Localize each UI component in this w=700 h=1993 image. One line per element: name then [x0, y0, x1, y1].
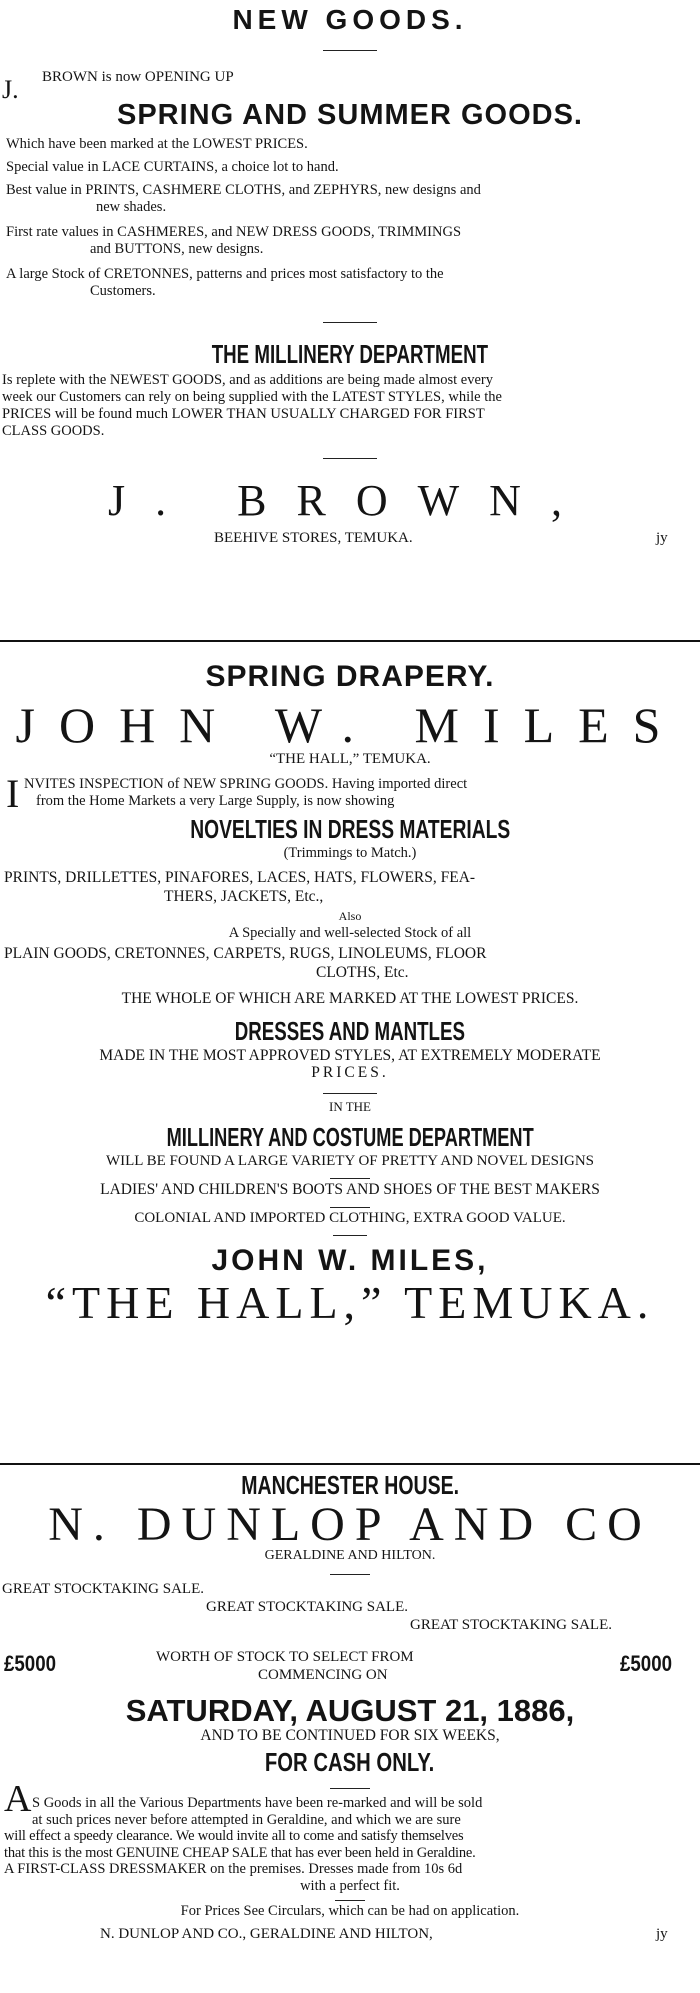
- dunlop-advertisement: [0, 1470, 700, 1946]
- body-line: S Goods in all the Various Departments have been re-marked and will be sold: [32, 1795, 483, 1811]
- in-the-line: IN THE: [328, 1099, 371, 1114]
- brown-signature: J. BROWN,: [108, 476, 592, 525]
- dresses-line: PRICES.: [311, 1064, 389, 1081]
- section-rule: [0, 640, 700, 642]
- circulars-line: For Prices See Circulars, which can be had on application.: [180, 1903, 520, 1919]
- sale-date: SATURDAY, AUGUST 21, 1886,: [125, 1693, 575, 1728]
- goods-line: Special value in LACE CURTAINS, a choice lot to hand.: [6, 159, 339, 175]
- millinery-line: PRICES will be found much LOWER THAN USUALLY CHARGED FOR FIRST: [2, 406, 485, 422]
- miles-signature-place: “THE HALL,” TEMUKA.: [45, 1277, 655, 1328]
- body-line: will effect a speedy clearance. We would invite all to come and satisfy themselves: [4, 1828, 464, 1844]
- divider: [323, 458, 377, 459]
- ad-title: SPRING DRAPERY.: [205, 660, 495, 693]
- cash-heading: FOR CASH ONLY.: [265, 1747, 435, 1777]
- address: BEEHIVE STORES, TEMUKA.: [214, 530, 413, 546]
- opening-line: BROWN is now OPENING UP: [42, 69, 234, 85]
- goods-line: Best value in PRINTS, CASHMERE CLOTHS, and ZEPHYRS, new designs and: [6, 182, 481, 198]
- divider: [323, 322, 377, 323]
- sale-body: [0, 1778, 700, 1894]
- divider: [323, 50, 377, 51]
- intro-line: NVITES INSPECTION of NEW SPRING GOODS. Having imported direct: [24, 776, 468, 792]
- miles-name: JOHN W. MILES: [15, 697, 685, 753]
- prints-line: THERS, JACKETS, Etc.,: [164, 888, 324, 905]
- brown-advertisement: [0, 0, 700, 550]
- goods-line: Which have been marked at the LOWEST PRICES.: [6, 136, 308, 152]
- goods-list: [0, 136, 700, 300]
- goods-line: A large Stock of CRETONNES, patterns and prices most satisfactory to the: [6, 266, 444, 282]
- sale-line-2: GREAT STOCKTAKING SALE.: [206, 1599, 409, 1615]
- goods-line: and BUTTONS, new designs.: [90, 241, 264, 257]
- goods-line: First rate values in CASHMERES, and NEW DRESS GOODS, TRIMMINGS: [6, 224, 462, 240]
- dresses-heading: DRESSES AND MANTLES: [234, 1016, 466, 1046]
- millinery-text: [0, 372, 700, 440]
- amount-left: £5000: [4, 1651, 57, 1676]
- dresses-line: MADE IN THE MOST APPROVED STYLES, AT EXTREMELY MODERATE: [99, 1047, 601, 1064]
- divider: [330, 1178, 370, 1179]
- dropcap: I: [6, 771, 20, 816]
- millinery-heading: THE MILLINERY DEPARTMENT: [211, 339, 489, 369]
- ad-title: NEW GOODS.: [232, 4, 468, 35]
- prints-text: [0, 868, 700, 906]
- divider: [333, 1235, 367, 1236]
- dropcap: A: [4, 1778, 32, 1820]
- boots-line: LADIES' AND CHILDREN'S BOOTS AND SHOES OF THE BEST MAKERS: [100, 1181, 600, 1198]
- dropcap: J.: [2, 75, 19, 104]
- section-rule: [0, 1463, 700, 1465]
- divider: [330, 1788, 370, 1789]
- amount-right: £5000: [620, 1651, 673, 1676]
- miles-advertisement: [0, 660, 700, 1329]
- miles-signature: JOHN W. MILES,: [211, 1244, 489, 1277]
- miles-place: “THE HALL,” TEMUKA.: [269, 751, 431, 767]
- body-line: with a perfect fit.: [300, 1877, 400, 1894]
- variety-line: WILL BE FOUND A LARGE VARIETY OF PRETTY AND NOVEL DESIGNS: [105, 1153, 595, 1169]
- sale-line-1: GREAT STOCKTAKING SALE.: [2, 1581, 205, 1597]
- whole-line: THE WHOLE OF WHICH ARE MARKED AT THE LOWEST PRICES.: [121, 990, 579, 1007]
- plain-line: CLOTHS, Etc.: [316, 964, 409, 981]
- intro-line: from the Home Markets a very Large Supply, is now showing: [36, 793, 395, 809]
- divider: [323, 1093, 377, 1094]
- headline: SPRING AND SUMMER GOODS.: [116, 99, 583, 131]
- millinery-line: week our Customers can rely on being supplied with the LATEST STYLES, while the: [2, 389, 502, 405]
- body-line: A FIRST-CLASS DRESSMAKER on the premises. Dresses made from 10s 6d: [4, 1861, 463, 1877]
- millinery-line: Is replete with the NEWEST GOODS, and as additions are being made almost every: [2, 372, 493, 388]
- commencing-line: COMMENCING ON: [258, 1667, 388, 1683]
- ad-code: jy: [656, 1926, 668, 1942]
- divider: [335, 1900, 365, 1901]
- plain-line: PLAIN GOODS, CRETONNES, CARPETS, RUGS, LINOLEUMS, FLOOR: [4, 945, 487, 962]
- footer-line: N. DUNLOP AND CO., GERALDINE AND HILTON,: [100, 1926, 433, 1942]
- ad-code: jy: [656, 530, 668, 546]
- millinery-line: CLASS GOODS.: [2, 423, 105, 439]
- stock-line: A Specially and well-selected Stock of all: [228, 925, 472, 941]
- goods-line: Customers.: [90, 283, 156, 299]
- clothing-line: COLONIAL AND IMPORTED CLOTHING, EXTRA GOOD VALUE.: [134, 1210, 566, 1226]
- also-line: Also: [338, 909, 362, 923]
- continued-line: AND TO BE CONTINUED FOR SIX WEEKS,: [200, 1727, 500, 1744]
- house-heading: MANCHESTER HOUSE.: [241, 1470, 459, 1500]
- novelties-heading: NOVELTIES IN DRESS MATERIALS: [190, 814, 510, 844]
- sale-line-3: GREAT STOCKTAKING SALE.: [410, 1617, 613, 1633]
- dunlop-name: N. DUNLOP AND CO: [48, 1498, 652, 1551]
- body-line: that this is the most GENUINE CHEAP SALE that has ever been held in Geraldine.: [4, 1844, 476, 1861]
- dunlop-places: GERALDINE AND HILTON.: [264, 1548, 436, 1563]
- costume-heading: MILLINERY AND COSTUME DEPARTMENT: [166, 1122, 534, 1152]
- body-line: at such prices never before attempted in Geraldine, and which we are sure: [32, 1811, 461, 1828]
- plain-goods-text: [0, 944, 700, 982]
- worth-line: WORTH OF STOCK TO SELECT FROM: [156, 1649, 414, 1665]
- divider: [330, 1207, 370, 1208]
- prints-line: PRINTS, DRILLETTES, PINAFORES, LACES, HATS, FLOWERS, FEA-: [4, 869, 476, 886]
- trimmings-line: (Trimmings to Match.): [283, 845, 417, 861]
- divider: [330, 1574, 370, 1575]
- goods-line: new shades.: [96, 199, 167, 215]
